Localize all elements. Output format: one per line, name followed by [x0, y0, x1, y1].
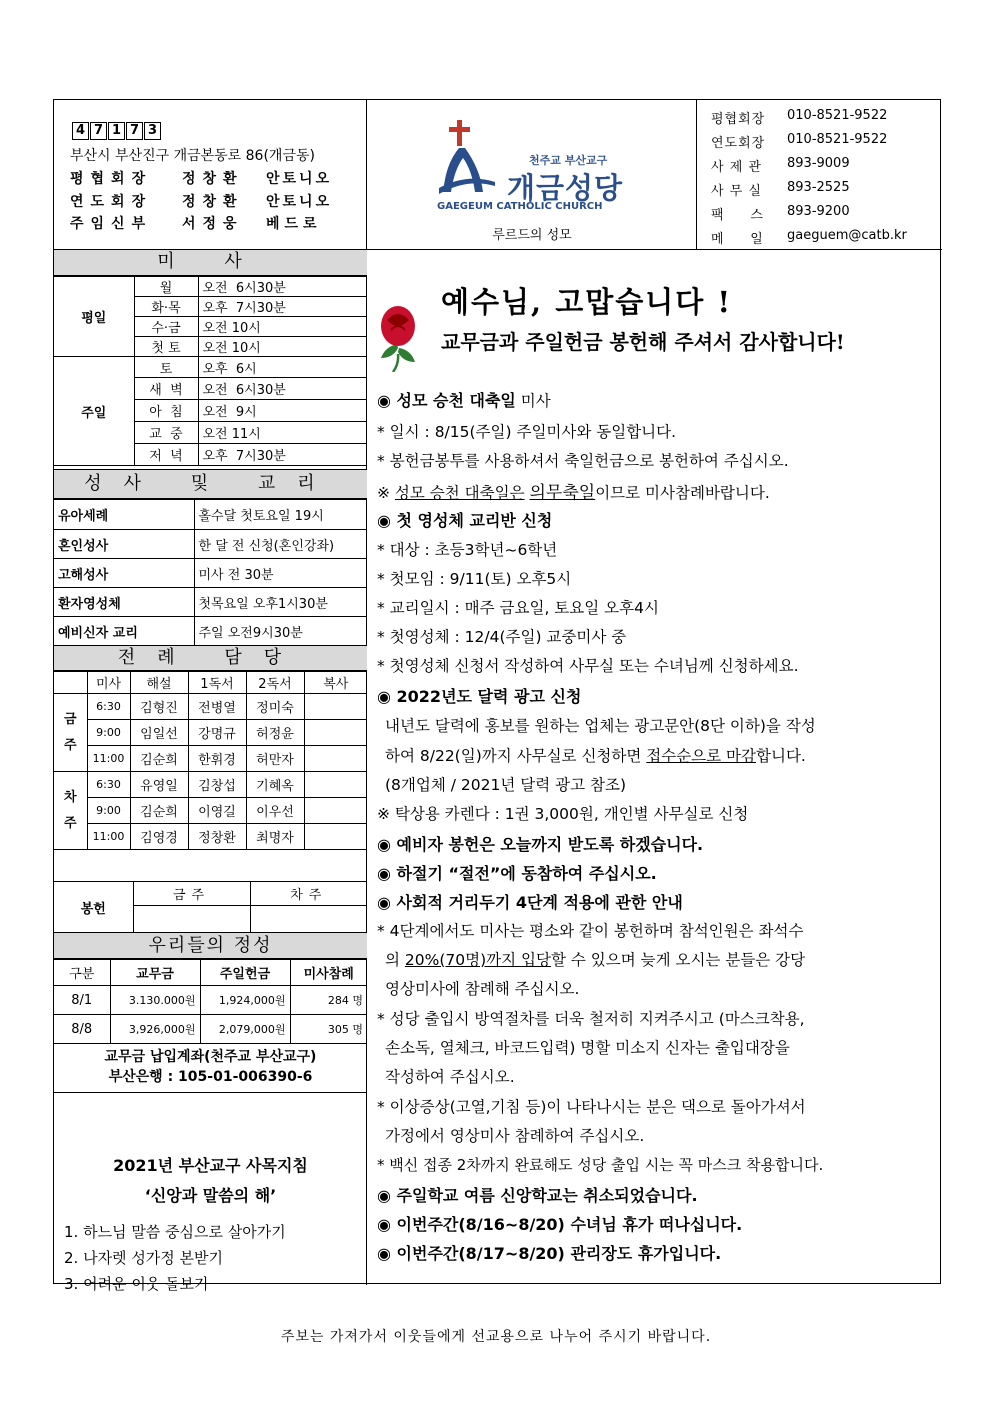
sunday-label: 주일: [54, 357, 134, 466]
zip-digit: 7: [90, 122, 107, 140]
contact-row: 사 무 실 893-2525: [711, 180, 850, 199]
offerings-date: 8/1: [54, 986, 110, 1015]
notice-line: 손소독, 열체크, 바코드입력) 명할 미소지 신자는 출입대장을: [385, 1039, 790, 1057]
liturgy-person: 김창섭: [188, 772, 246, 798]
liturgy-person: [304, 824, 367, 850]
notice-line: ※ 성모 승천 대축일은 의무축일이므로 미사참례바랍니다.: [377, 483, 770, 503]
liturgy-person: 정창환: [188, 824, 246, 850]
notice-heading: ◉ 하절기 “절전”에 동참하여 주십시오.: [377, 864, 657, 883]
church-logo-icon: [437, 118, 497, 198]
account-title: 교무금 납입계좌(천주교 부산교구): [104, 1049, 317, 1065]
liturgy-person: 김순희: [130, 746, 188, 772]
zip-code: [72, 122, 161, 140]
notice-line: 가정에서 영상미사 참례하여 주십시오.: [385, 1127, 645, 1145]
offerings-header: 주일헌금: [200, 960, 290, 986]
notice-heading: ◉ 2022년도 달력 광고 신청: [377, 687, 582, 706]
contact-row: 사 제 관 893-9009: [711, 156, 850, 175]
mass-time: 오전 11시: [198, 422, 367, 444]
sacrament-time: 홀수달 첫토요일 19시: [194, 500, 367, 530]
liturgy-person: 허정윤: [246, 720, 304, 746]
liturgy-time: 11:00: [87, 824, 130, 850]
liturgy-person: 이영길: [188, 798, 246, 824]
liturgy-person: 김형진: [130, 694, 188, 720]
liturgy-header: 2독서: [246, 672, 304, 694]
mass-day: 토: [134, 357, 198, 378]
notice-line: ※ 탁상용 카렌다 : 1권 3,000원, 개인별 사무실로 신청: [377, 805, 749, 823]
weekday-label: 평일: [54, 277, 134, 357]
header-logo-block: [367, 100, 697, 250]
liturgy-person: 최명자: [246, 824, 304, 850]
notice-heading: ◉ 사회적 거리두기 4단계 적용에 관한 안내: [377, 893, 683, 912]
contact-row: 메 일 gaeguem@catb.kr: [711, 228, 907, 247]
liturgy-time: 6:30: [87, 694, 130, 720]
thanks-title: 예수님, 고맙습니다 !: [441, 285, 733, 319]
zip-digit: 1: [108, 122, 125, 140]
account-number: 부산은행 : 105-01-006390-6: [108, 1069, 313, 1085]
notice-line: * 일시 : 8/15(주일) 주일미사와 동일합니다.: [377, 423, 677, 441]
liturgy-person: 허만자: [246, 746, 304, 772]
sacrament-name: 환자영성체: [54, 588, 194, 617]
mass-time: 오전 9시: [198, 400, 367, 422]
notice-heading: ◉ 이번주간(8/17~8/20) 관리장도 휴가입니다.: [377, 1244, 722, 1263]
sacrament-name: 고해성사: [54, 559, 194, 588]
liturgy-header: 해설: [130, 672, 188, 694]
zip-digit: 3: [144, 122, 161, 140]
logo-subtitle: 천주교 부산교구: [529, 154, 608, 167]
offerings-date: 8/8: [54, 1015, 110, 1044]
notice-line: 의 20%(70명)까지 입당할 수 있으며 늦게 오시는 분들은 강당: [385, 951, 806, 969]
contact-row: 평협회장 010-8521-9522: [711, 108, 888, 127]
zip-digit: 4: [72, 122, 89, 140]
header-address-block: [54, 100, 367, 250]
notice-line: * 첫영성체 신청서 작성하여 사무실 또는 수녀님께 신청하세요.: [377, 657, 799, 675]
notice-line: * 교리일시 : 매주 금요일, 토요일 오후4시: [377, 599, 659, 617]
liturgy-person: 정미숙: [246, 694, 304, 720]
liturgy-header: 미사: [87, 672, 130, 694]
bulletin-frame: [53, 99, 941, 1293]
notice-line: * 성당 출입시 방역절차를 더욱 철저히 지켜주시고 (마스크착용,: [377, 1010, 805, 1028]
notice-line: * 이상증상(고열,기침 등)이 나타나시는 분은 댁으로 돌아가셔서: [377, 1098, 806, 1116]
liturgy-person: [304, 746, 367, 772]
mass-day: 월: [134, 277, 198, 297]
offerings-table: [54, 959, 367, 1044]
notice-line: * 첫영성체 : 12/4(주일) 교중미사 중: [377, 628, 627, 646]
this-week-label: 금 주: [54, 694, 87, 772]
church-address: 부산시 부산진구 개금본동로 86(개금동): [70, 148, 315, 164]
liturgy-person: [304, 772, 367, 798]
mass-section-title: 미 사: [54, 250, 367, 276]
offerings-tithe: 3,926,000원: [110, 1015, 200, 1044]
sacrament-time: 주일 오전9시30분: [194, 617, 367, 646]
sacrament-time: 첫목요일 오후1시30분: [194, 588, 367, 617]
liturgy-person: 이우선: [246, 798, 304, 824]
liturgy-person: 전병열: [188, 694, 246, 720]
offerings-sunday: 1,924,000원: [200, 986, 290, 1015]
patron-name: 루르드의 성모: [492, 228, 572, 243]
pastoral-title: 2021년 부산교구 사목지침: [113, 1156, 308, 1175]
mass-time: 오전 6시30분: [198, 277, 367, 297]
offering-this-week: 금주: [133, 882, 250, 906]
liturgy-time: 11:00: [87, 746, 130, 772]
offerings-sunday: 2,079,000원: [200, 1015, 290, 1044]
notice-line: 내년도 달력에 홍보를 원하는 업체는 광고문안(8단 이하)을 작성: [385, 717, 816, 735]
officer-row: 주임신부 서정웅 베드로: [70, 216, 322, 232]
liturgy-person: 유영일: [130, 772, 188, 798]
notice-line: * 봉헌금봉투를 사용하셔서 축일헌금으로 봉헌하여 주십시오.: [377, 452, 789, 470]
mass-schedule-table: [54, 276, 367, 466]
mass-day: 화·목: [134, 297, 198, 317]
sacrament-name: 예비신자 교리: [54, 617, 194, 646]
liturgy-time: 9:00: [87, 798, 130, 824]
mass-time: 오후 7시30분: [198, 297, 367, 317]
zip-digit: 7: [126, 122, 143, 140]
notice-line: (8개업체 / 2021년 달력 광고 참조): [385, 776, 626, 794]
right-column: [367, 250, 942, 1285]
logo-title: 개금성당: [507, 171, 624, 205]
liturgy-section-title: 전례 담당: [54, 645, 367, 671]
liturgy-person: [304, 798, 367, 824]
mass-time: 오전 10시: [198, 317, 367, 337]
left-column: [54, 250, 367, 1293]
liturgy-time: 6:30: [87, 772, 130, 798]
mass-time: 오전 10시: [198, 337, 367, 357]
sacrament-time: 한 달 전 신청(혼인강좌): [194, 530, 367, 559]
liturgy-person: 기혜옥: [246, 772, 304, 798]
notice-heading: ◉ 성모 승천 대축일 미사: [377, 391, 551, 410]
notice-line: 작성하여 주십시오.: [385, 1068, 515, 1086]
header-contact-block: [697, 100, 942, 250]
notice-line: 하여 8/22(일)까지 사무실로 신청하면 접수순으로 마감합니다.: [385, 747, 806, 765]
pastoral-item: 1. 하느님 말씀 중심으로 살아가기: [64, 1223, 286, 1241]
mass-day: 아 침: [134, 400, 198, 422]
mass-time: 오후 6시: [198, 357, 367, 378]
notice-heading: ◉ 주일학교 여름 신앙학교는 취소되었습니다.: [377, 1186, 698, 1205]
mass-time: 오후 7시30분: [198, 444, 367, 466]
notice-line: * 대상 : 초등3학년~6학년: [377, 541, 558, 559]
next-week-label: 차 주: [54, 772, 87, 850]
offering-duty-table: [54, 881, 367, 933]
footer-note: 주보는 가져가서 이웃들에게 선교용으로 나누어 주시기 바랍니다.: [280, 1329, 712, 1345]
mass-day: 저 녁: [134, 444, 198, 466]
logo-english: GAEGEUM CATHOLIC CHURCH: [437, 201, 603, 212]
pastoral-item: 2. 나자렛 성가정 본받기: [64, 1249, 224, 1267]
notice-heading: ◉ 예비자 봉헌은 오늘까지 받도록 하겠습니다.: [377, 835, 704, 854]
offering-duty-label: 봉헌: [54, 882, 133, 933]
liturgy-person: 김순희: [130, 798, 188, 824]
liturgy-header: 복사: [304, 672, 367, 694]
notice-line: * 백신 접종 2차까지 완료해도 성당 출입 시는 꼭 마스크 착용합니다.: [377, 1156, 824, 1174]
account-info: [54, 1043, 367, 1093]
liturgy-header: 1독서: [188, 672, 246, 694]
notice-line: 영상미사에 참례해 주십시오.: [385, 980, 580, 998]
offerings-attendance: 305 명: [290, 1015, 367, 1044]
pastoral-theme: ‘신앙과 말씀의 해’: [144, 1186, 277, 1205]
mass-day: 첫 토: [134, 337, 198, 357]
officer-row: 평협회장 정창환 안토니오: [70, 171, 333, 187]
offering-next-week: 차주: [250, 882, 367, 906]
offerings-header: 교무금: [110, 960, 200, 986]
offerings-section-title: 우리들의 정성: [54, 932, 367, 959]
mass-day: 새 벽: [134, 378, 198, 400]
thanks-subtitle: 교무금과 주일헌금 봉헌해 주셔서 감사합니다!: [441, 330, 845, 354]
mass-day: 수·금: [134, 317, 198, 337]
sacrament-name: 유아세례: [54, 500, 194, 530]
sacraments-section-title: 성사 및 교리: [54, 469, 367, 499]
pastoral-item: 3. 어려운 이웃 돌보기: [64, 1275, 209, 1293]
liturgy-person: 임일선: [130, 720, 188, 746]
offerings-header: 미사참례: [290, 960, 367, 986]
rose-icon: [373, 292, 423, 372]
liturgy-time: 9:00: [87, 720, 130, 746]
officer-row: 연도회장 정창환 안토니오: [70, 194, 333, 210]
pastoral-guideline: [54, 1093, 367, 1293]
liturgy-person: [304, 694, 367, 720]
contact-row: 팩 스 893-9200: [711, 204, 850, 223]
liturgy-person: 김영경: [130, 824, 188, 850]
notice-line: * 첫모임 : 9/11(토) 오후5시: [377, 570, 572, 588]
liturgy-person: 한휘경: [188, 746, 246, 772]
notice-line: * 4단계에서도 미사는 평소와 같이 봉헌하며 참석인원은 좌석수: [377, 922, 804, 940]
offerings-tithe: 3.130.000원: [110, 986, 200, 1015]
notice-heading: ◉ 첫 영성체 교리반 신청: [377, 511, 553, 530]
liturgy-person: [304, 720, 367, 746]
sacrament-time: 미사 전 30분: [194, 559, 367, 588]
mass-day: 교 중: [134, 422, 198, 444]
mass-time: 오전 6시30분: [198, 378, 367, 400]
offerings-attendance: 284 명: [290, 986, 367, 1015]
contact-row: 연도회장 010-8521-9522: [711, 132, 888, 151]
offerings-header: 구분: [54, 960, 110, 986]
liturgy-table: [54, 671, 367, 850]
notice-heading: ◉ 이번주간(8/16~8/20) 수녀님 휴가 떠나십니다.: [377, 1215, 743, 1234]
sacrament-name: 혼인성사: [54, 530, 194, 559]
liturgy-person: 강명규: [188, 720, 246, 746]
sacraments-table: [54, 499, 367, 646]
